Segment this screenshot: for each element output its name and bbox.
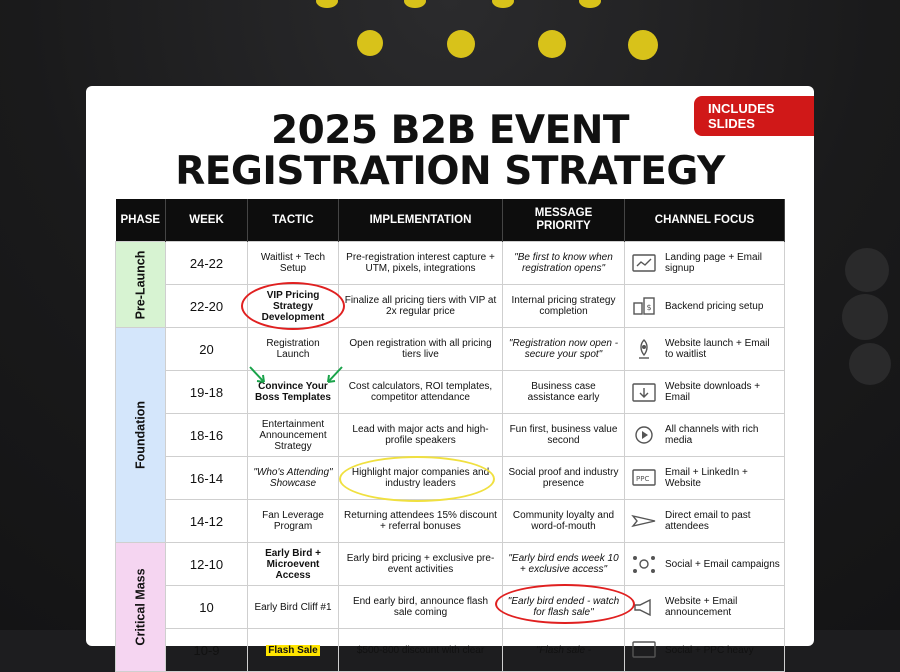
week-cell: 24-22 — [166, 242, 248, 285]
channel-label: Social + PPC heavy — [665, 644, 754, 656]
phase-cell — [116, 242, 166, 328]
table-row — [116, 500, 785, 543]
implementation-cell: Early bird pricing + exclusive pre-event activities — [339, 543, 503, 586]
tactic-cell: Registration Launch — [248, 328, 339, 371]
implementation-cell: $500-800 discount with clear — [339, 629, 503, 672]
message-priority-cell: "Flash sale - — [503, 629, 625, 672]
week-cell: 10 — [166, 586, 248, 629]
implementation-cell: Returning attendees 15% discount + referral bonuses — [339, 500, 503, 543]
channel-cell — [625, 285, 785, 328]
implementation-cell: Cost calculators, ROI templates, competitor attendance — [339, 371, 503, 414]
header-channel-focus: CHANNEL FOCUS — [625, 199, 785, 242]
table-row — [116, 328, 785, 371]
channel-label: Website launch + Email to waitlist — [665, 338, 770, 360]
channel-label: Backend pricing setup — [665, 300, 764, 312]
phase-label: Critical Mass — [133, 568, 147, 646]
week-cell: 22-20 — [166, 285, 248, 328]
channel-label: Website + Email announcement — [665, 596, 738, 618]
channel-cell — [625, 328, 785, 371]
message-priority-cell: Fun first, business value second — [503, 414, 625, 457]
phase-cell — [116, 328, 166, 543]
week-cell: 18-16 — [166, 414, 248, 457]
header-implementation: IMPLEMENTATION — [339, 199, 503, 242]
week-cell: 14-12 — [166, 500, 248, 543]
table-row — [116, 242, 785, 285]
channel-label: Landing page + Email signup — [665, 252, 763, 274]
channel-cell — [625, 586, 785, 629]
header-message-priority: MESSAGE PRIORITY — [503, 199, 625, 242]
channel-cell — [625, 543, 785, 586]
ppc-icon — [631, 467, 657, 489]
channel-cell — [625, 457, 785, 500]
table-row — [116, 457, 785, 500]
table-row — [116, 629, 785, 672]
week-cell: 19-18 — [166, 371, 248, 414]
implementation-cell: End early bird, announce flash sale coming — [339, 586, 503, 629]
implementation-cell: Highlight major companies and industry leaders — [339, 457, 503, 500]
table-header-row — [116, 199, 785, 242]
implementation-cell: Finalize all pricing tiers with VIP at 2x regular price — [339, 285, 503, 328]
tactic-cell: Fan Leverage Program — [248, 500, 339, 543]
channel-cell — [625, 500, 785, 543]
channel-cell — [625, 629, 785, 672]
header-phase: PHASE — [116, 199, 166, 242]
message-priority-cell: "Early bird ended - watch for flash sale" — [503, 586, 625, 629]
page-title: 2025 B2B EVENT REGISTRATION STRATEGY — [175, 108, 725, 194]
message-priority-cell: Internal pricing strategy completion — [503, 285, 625, 328]
channel-label: Website downloads + Email — [665, 381, 761, 403]
implementation-cell: Lead with major acts and high-profile speakers — [339, 414, 503, 457]
message-priority-cell: "Early bird ends week 10 + exclusive access" — [503, 543, 625, 586]
implementation-cell: Pre-registration interest capture + UTM, pixels, integrations — [339, 242, 503, 285]
strategy-sheet — [86, 86, 814, 658]
channel-cell — [625, 414, 785, 457]
message-priority-cell: "Registration now open - secure your spot" — [503, 328, 625, 371]
svg-text:$: $ — [646, 303, 652, 312]
table-row — [116, 371, 785, 414]
message-priority-cell: Social proof and industry presence — [503, 457, 625, 500]
table-row — [116, 285, 785, 328]
phase-label: Pre-Launch — [133, 250, 147, 319]
tactic-cell: "Who's Attending" Showcase — [248, 457, 339, 500]
tactic-cell: Early Bird + Microevent Access — [248, 543, 339, 586]
message-priority-cell: "Be first to know when registration opens" — [503, 242, 625, 285]
phase-label: Foundation — [133, 400, 147, 470]
rocket-icon — [631, 338, 657, 360]
send-icon — [631, 510, 657, 532]
tactic-cell: Convince Your Boss Templates — [248, 371, 339, 414]
megaphone-icon — [631, 596, 657, 618]
week-cell: 20 — [166, 328, 248, 371]
table-row — [116, 414, 785, 457]
ppc-small-icon — [631, 639, 657, 661]
landing-page-icon — [631, 252, 657, 274]
phase-cell — [116, 543, 166, 672]
channel-label: Email + LinkedIn + Website — [665, 467, 748, 489]
svg-text:PPC: PPC — [636, 475, 650, 483]
pricing-icon — [631, 295, 657, 317]
table-row — [116, 586, 785, 629]
arrow-icons — [246, 364, 346, 394]
header-tactic: TACTIC — [248, 199, 339, 242]
header-week: WEEK — [166, 199, 248, 242]
download-icon — [631, 381, 657, 403]
includes-slides-badge: INCLUDES SLIDES — [694, 96, 814, 136]
channel-label: Social + Email campaigns — [665, 558, 780, 570]
week-cell: 10-9 — [166, 629, 248, 672]
channel-cell — [625, 242, 785, 285]
channel-cell — [625, 371, 785, 414]
channel-label: All channels with rich media — [665, 424, 759, 446]
table-row — [116, 543, 785, 586]
tactic-cell: Early Bird Cliff #1 — [248, 586, 339, 629]
media-icon — [631, 424, 657, 446]
message-priority-cell: Business case assistance early — [503, 371, 625, 414]
channel-label: Direct email to past attendees — [665, 510, 751, 532]
tactic-cell: Entertainment Announcement Strategy — [248, 414, 339, 457]
week-cell: 16-14 — [166, 457, 248, 500]
strategy-table — [115, 199, 785, 672]
week-cell: 12-10 — [166, 543, 248, 586]
implementation-cell: Open registration with all pricing tiers live — [339, 328, 503, 371]
tactic-cell: Flash Sale — [248, 629, 339, 672]
tactic-cell: Waitlist + Tech Setup — [248, 242, 339, 285]
social-icon — [631, 553, 657, 575]
tactic-cell: VIP Pricing Strategy Development — [248, 285, 339, 328]
message-priority-cell: Community loyalty and word-of-mouth — [503, 500, 625, 543]
